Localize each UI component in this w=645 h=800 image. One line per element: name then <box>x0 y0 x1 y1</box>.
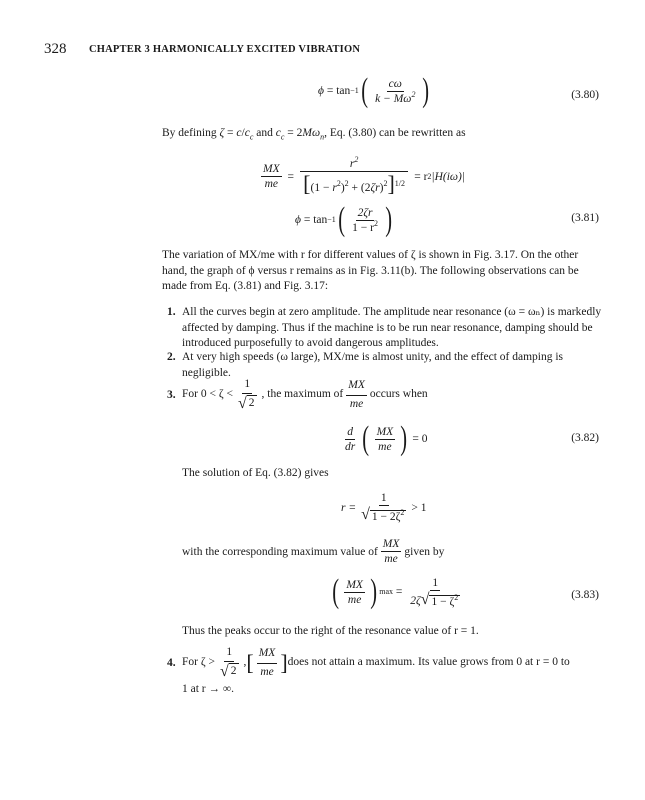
page-number: 328 <box>44 41 67 57</box>
tan-func: tan <box>336 85 351 97</box>
mx-numerator: MX <box>263 163 280 175</box>
defining-sentence: By defining $\zeta = c/c_c$ and $c_c = 2M\omega_n$, Eq. (3.80) can be rewritten as <box>162 127 466 142</box>
equation-3-83: ( $\frac{MX}{me}$ ) max = 1 2ζ √ $1 - \zeta^2$ <box>332 573 459 610</box>
item-4-continuation: 1 at r → ∞. <box>182 683 234 695</box>
list-item-1: 1. All the curves begin at zero amplitude. The amplitude near resonance (ω = ωₙ) is markedly affected by damping. Thus if the machine is to be run near resonance, damping should be introduced purposefully to avoid dangerous amplitudes. <box>167 306 602 349</box>
chapter-title: CHAPTER 3 HARMONICALLY EXCITED VIBRATION <box>89 44 361 55</box>
list-item-4: 4. For ζ > 1 √ 2 , [ $\frac{MX}{me}$ ] does not attain a maximum. Its value grows from 0 at r = 0 to <box>167 645 570 680</box>
variation-paragraph: The variation of MX/me with r for different values of ζ is shown in Fig. 3.17. On the other hand, the graph of ϕ versus r remains as in Fig. 3.11(b). The following observations can be made from Eq. (3.81) and Fig. 3.17: <box>162 249 579 292</box>
list-item-3: 3. For 0 < ζ < 1 √ 2 , the maximum of $\frac{MX}{me}$ occurs when <box>167 377 428 412</box>
equation-3-82: $\frac{d}{dr}$ ( $\frac{MX}{me}$ ) = 0 <box>345 420 428 457</box>
eq-number-3-83: (3.83) <box>571 589 599 601</box>
eq-number-3-80: (3.80) <box>571 89 599 101</box>
eq-number-3-82: (3.82) <box>571 432 599 444</box>
list-item-2: 2. At very high speeds (ω large), MX/me is almost unity, and the effect of damping is negligible. <box>167 351 564 379</box>
equation-r-peak: r = 1 √ $1 - 2\zeta^2$ > 1 <box>341 492 427 523</box>
peaks-sentence: Thus the peaks occur to the right of the resonance value of r = 1. <box>182 625 479 637</box>
solution-sentence: The solution of Eq. (3.82) gives <box>182 467 329 479</box>
eq-number-3-81: (3.81) <box>571 212 599 224</box>
me-denominator: me <box>264 178 279 190</box>
eq380-denominator: k − Mω <box>375 92 412 105</box>
phi-symbol: ϕ <box>318 85 324 97</box>
corresponding-sentence: with the corresponding maximum value of $\frac{MX}{me}$ given by <box>182 538 445 565</box>
equation-3-81-phase: ϕ = tan −1 ( $\frac{2\zeta r}{1 - r^2}$ ) <box>295 201 392 238</box>
equation-3-81-amplitude: $\frac{MX}{me}$ = $\frac{r^2}{[(1 - r^2)^2 + (2\zeta r)^2]^{1/2}}$ = r 2 |H(iω)| <box>263 155 466 196</box>
eq380-numerator: cω <box>388 77 402 90</box>
equation-3-80: ϕ = tan −1 ( $\frac{c\omega}{k - M\omega^2}$ ) <box>318 72 430 109</box>
